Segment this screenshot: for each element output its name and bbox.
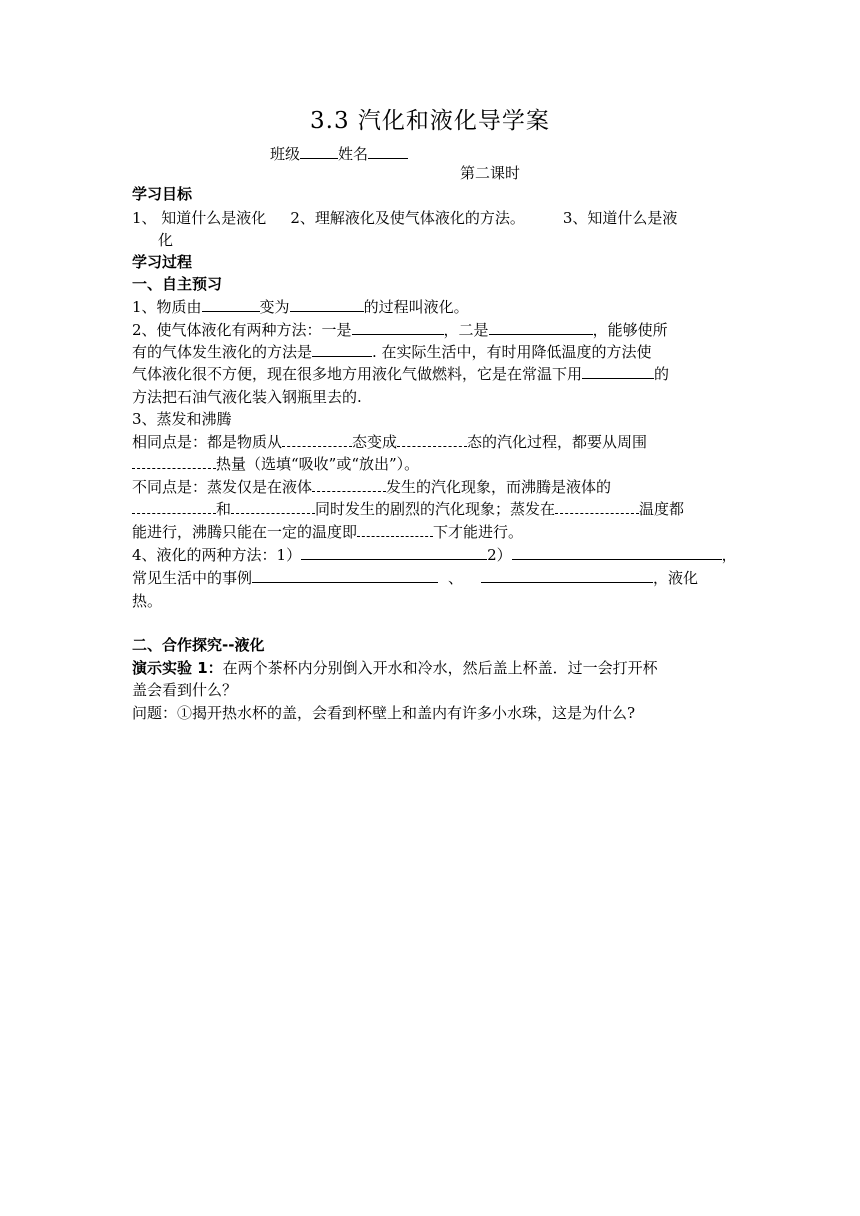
q2-line-1 [132,319,730,341]
q1-blank-1[interactable] [202,296,260,312]
q1-line [132,296,730,318]
q3-blank-2[interactable] [397,431,467,447]
q4-line-1 [132,544,737,566]
name-blank[interactable] [368,143,408,159]
q4-blank-2[interactable] [512,544,722,560]
q2-text-g: 的 [654,365,670,383]
q1-text-c: 的过程叫液化。 [363,298,469,316]
q2-blank-1[interactable] [352,319,444,335]
q3-text-k: 下才能进行。 [433,523,524,541]
q2-text-c: ，能够使所 [592,321,668,339]
q4-line-3: 热。 [132,592,163,610]
q2-text-f: 气体液化很不方便，现在很多地方用液化气做燃料，它是在常温下用 [132,365,583,383]
lesson-label: 第二课时 [460,164,521,182]
q3-blank-1[interactable] [282,431,352,447]
q3-blank-8[interactable] [357,521,433,537]
q4-blank-4[interactable] [481,567,653,583]
q2-line-3 [132,363,730,385]
goals-heading: 学习目标 [132,185,193,203]
part1-heading: 一、自主预习 [132,275,223,293]
q2-blank-3[interactable] [312,341,372,357]
q3-text-e: 不同点是：蒸发仅是在液体 [132,478,313,496]
process-heading: 学习过程 [132,253,193,271]
q4-blank-3[interactable] [252,567,438,583]
q4-text-a: 4、液化的两种方法：1） [132,546,302,564]
q4-line-2 [132,567,730,589]
q2-blank-2[interactable] [489,319,593,335]
q3-line-3 [132,476,730,498]
q3-line-4 [132,498,730,520]
q4-blank-1[interactable] [301,544,487,560]
q3-blank-6[interactable] [231,498,315,514]
q3-heading: 3、蒸发和沸腾 [132,410,232,428]
q3-blank-3[interactable] [132,453,216,469]
goal-2: 2、理解液化及使气体液化的方法。 [290,209,525,227]
demo-line-2: 盖会看到什么？ [132,681,238,699]
part2-heading: 二、合作探究--液化 [132,636,265,654]
q2-line-2 [132,341,730,363]
class-label: 班级 [270,145,301,163]
demo-text: 在两个茶杯内分别倒入开水和冷水，然后盖上杯盖．过一会打开杯 [222,659,658,677]
q3-text-f: 发生的汽化现象，而沸腾是液体的 [386,478,612,496]
q3-text-g: 和 [216,500,232,518]
q4-text-e: 、 [448,569,464,587]
q2-text-d: 有的气体发生液化的方法是 [132,343,313,361]
goals-line [132,207,730,229]
q3-line-1 [132,431,730,453]
q4-text-b: 2） [487,546,512,564]
q2-text-b: ，二是 [443,321,489,339]
q1-blank-2[interactable] [290,296,364,312]
demo-label: 演示实验 1： [132,659,223,677]
q3-blank-5[interactable] [132,498,216,514]
q3-blank-7[interactable] [555,498,639,514]
goal-3-continuation: 化 [158,231,174,249]
q3-text-j: 能进行，沸腾只能在一定的温度即 [132,523,358,541]
q1-text-b: 变为 [259,298,290,316]
class-blank[interactable] [300,143,338,159]
goal-1: 1、 知道什么是液化 [132,209,267,227]
q2-text-a: 2、使气体液化有两种方法：一是 [132,321,352,339]
q3-text-i: 温度都 [639,500,685,518]
name-label: 姓名 [338,145,369,163]
q3-text-a: 相同点是：都是物质从 [132,433,283,451]
q3-line-2 [132,453,730,475]
goal-3: 3、知道什么是液 [562,209,678,227]
q3-text-b: 态变成 [352,433,398,451]
demo-question: 问题：①揭开热水杯的盖，会看到杯壁上和盖内有许多小水珠，这是为什么? [132,704,636,722]
q4-text-c: ， [721,546,737,564]
demo-line-1 [132,657,730,679]
q4-text-d: 常见生活中的事例 [132,569,253,587]
q3-blank-4[interactable] [312,476,386,492]
q2-text-e: . 在实际生活中，有时用降低温度的方法使 [372,343,652,361]
q4-text-f: ，液化 [653,569,699,587]
q2-line-4: 方法把石油气液化装入钢瓶里去的. [132,388,362,406]
q3-text-d: 热量（选填“吸收”或“放出”）。 [216,455,420,473]
q3-text-h: 同时发生的剧烈的汽化现象；蒸发在 [315,500,556,518]
document-title: 3.3 汽化和液化导学案 [310,108,550,134]
q3-line-5 [132,521,730,543]
q1-text-a: 1、物质由 [132,298,202,316]
q3-text-c: 态的汽化过程，都要从周围 [467,433,648,451]
q2-blank-4[interactable] [582,363,654,379]
